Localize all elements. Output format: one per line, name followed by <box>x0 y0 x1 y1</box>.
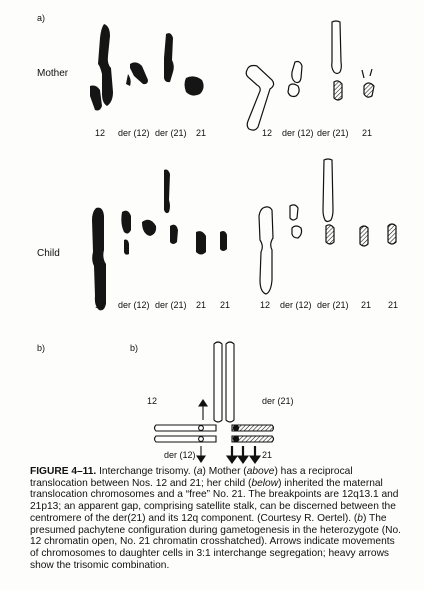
child-label-der12: der (12) <box>118 300 150 310</box>
child-ideogram-label-der12: der (12) <box>280 300 312 310</box>
child-row-label: Child <box>37 248 60 259</box>
panel-b-inner-label: b) <box>130 343 139 353</box>
mother-row-label: Mother <box>37 68 69 79</box>
pachytene-diagram <box>155 342 274 463</box>
child-photo-chromosomes <box>92 170 227 311</box>
figure-caption: FIGURE 4–11. Interchange trisomy. (a) Mother (above) has a reciprocal translocation between Nos. 12 and 21; her child (below) inherited the maternal translocation chromosomes and a “free” No. 21. The breakpoints are 12q13.1 and 21p13; an apparent gap, comprising satellite stalk, can be discerned between the centromere of the der(21) and its 12q component. (Courtesy R. Oertel). (b) The presumed pachytene configuration during gametogenesis in the heterozygote (No. 12 chromatin open, No. 21 chromatin crosshatched). Arrows indicate movements of chromosomes to daughter cells in 3:1 interchange segregation; heavy arrows show the trisomic combination. <box>30 466 401 571</box>
mother-ideogram-label-der12: der (12) <box>282 128 314 138</box>
panel-a-label: a) <box>37 13 46 23</box>
child-label-21b: 21 <box>220 300 231 310</box>
diagram-label-21: 21 <box>262 450 273 460</box>
child-ideogram-label-12: 12 <box>260 300 271 310</box>
mother-label-12: 12 <box>95 128 106 138</box>
mother-ideogram-label-12: 12 <box>262 128 273 138</box>
caption-figure-number: FIGURE 4–11. <box>30 466 97 477</box>
child-label-12: 12 <box>95 300 106 310</box>
mother-ideogram-label-21: 21 <box>362 128 373 138</box>
mother-label-der12: der (12) <box>118 128 150 138</box>
child-ideogram-label-der21: der (21) <box>317 300 349 310</box>
child-ideogram-label-21b: 21 <box>388 300 399 310</box>
child-label-der21: der (21) <box>155 300 187 310</box>
child-ideogram-label-21a: 21 <box>361 300 372 310</box>
mother-label-21: 21 <box>196 128 207 138</box>
child-label-21a: 21 <box>196 300 207 310</box>
mother-ideograms <box>246 21 374 130</box>
mother-label-der21: der (21) <box>155 128 187 138</box>
diagram-label-der21: der (21) <box>262 396 294 406</box>
diagram-label-der12: der (12) <box>164 450 196 460</box>
panel-b-label: b) <box>37 343 46 353</box>
mother-ideogram-label-der21: der (21) <box>317 128 349 138</box>
child-ideograms <box>259 159 396 294</box>
diagram-label-12: 12 <box>147 396 158 406</box>
mother-photo-chromosomes <box>90 24 204 111</box>
